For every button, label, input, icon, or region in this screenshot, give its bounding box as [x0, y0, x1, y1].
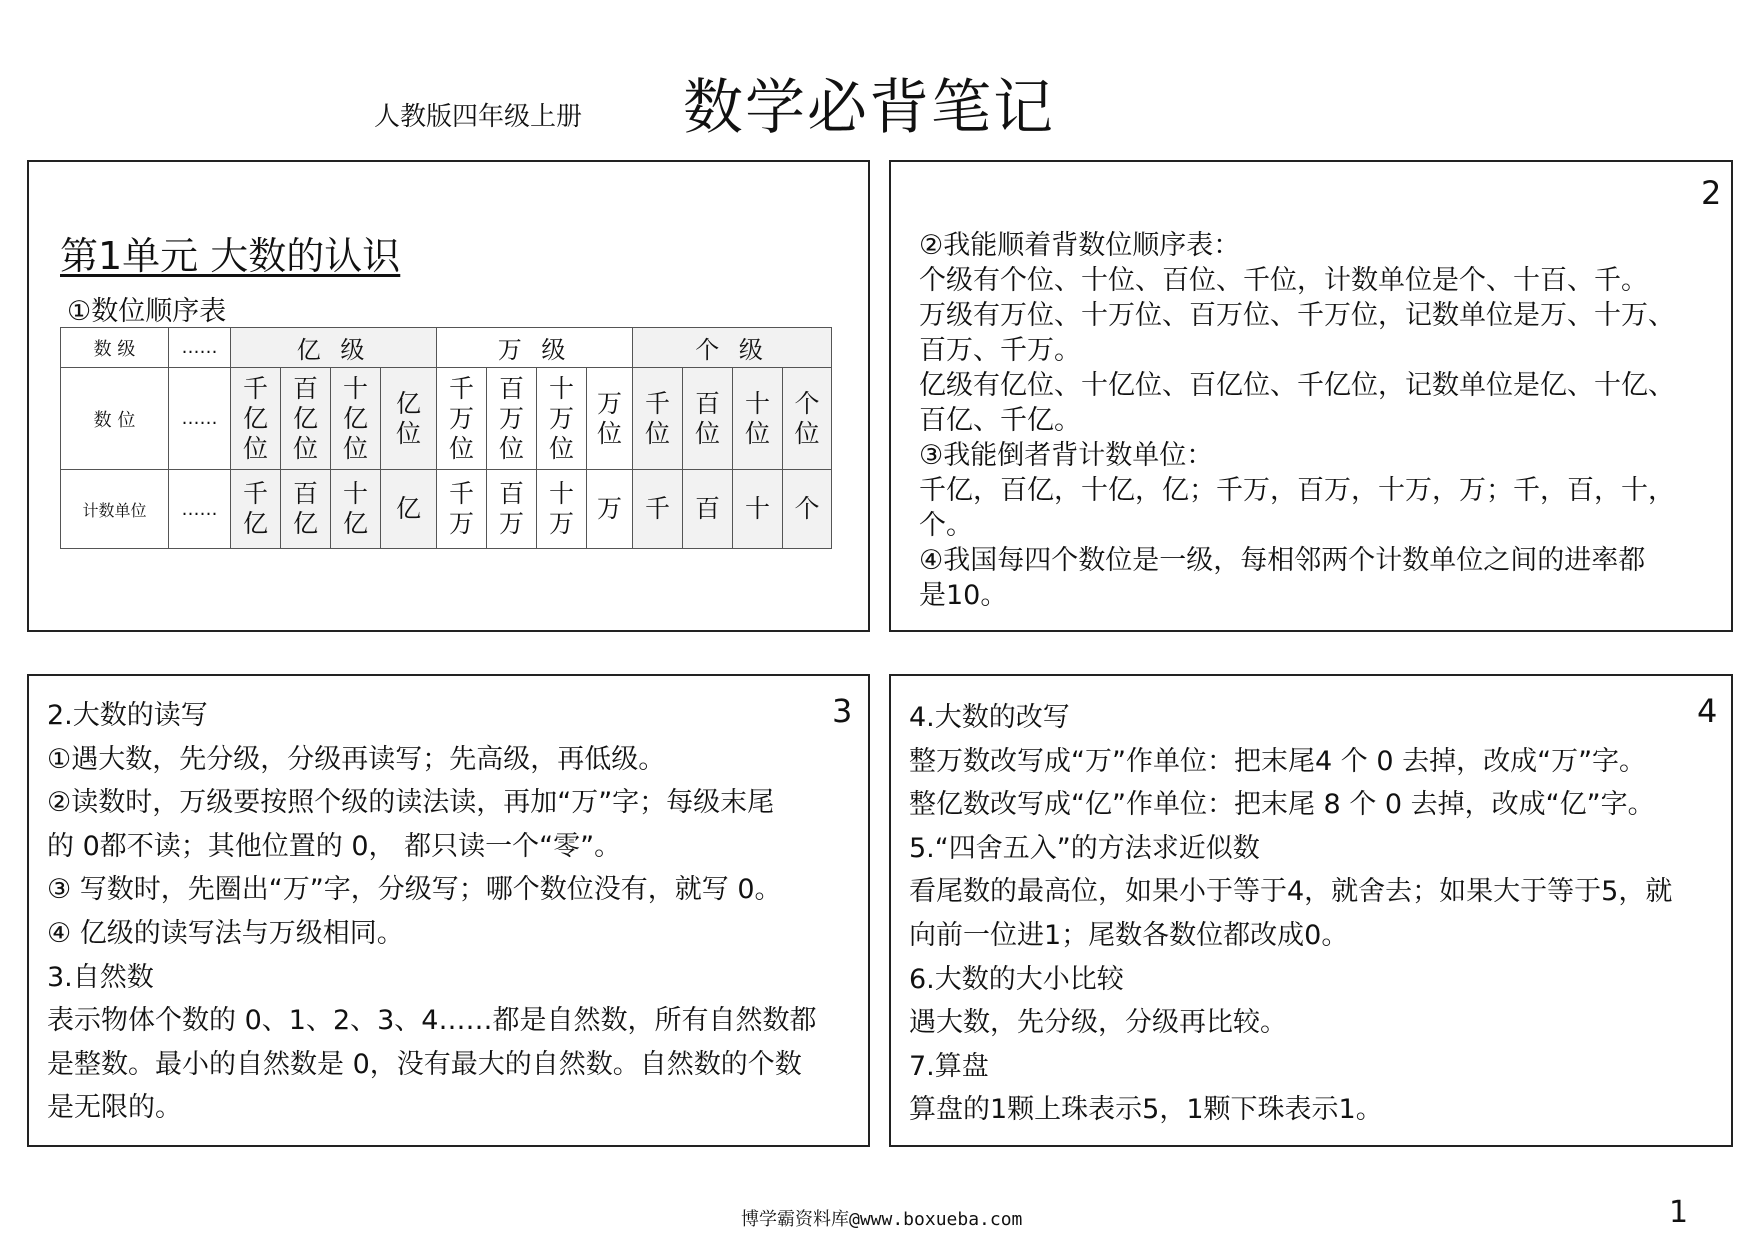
- text-line: 亿级有亿位、十亿位、百亿位、千亿位，记数单位是亿、十亿、: [919, 370, 1675, 401]
- text-line: 是无限的。: [47, 1092, 182, 1124]
- text-line: 7.算盘: [909, 1050, 989, 1082]
- place-cell: 千 万 位: [437, 368, 487, 470]
- text-line: 整万数改写成“万”作单位：把末尾4 个 0 去掉，改成“万”字。: [909, 745, 1647, 777]
- group-wan: 万 级: [437, 328, 633, 368]
- page-number: 1: [1669, 1195, 1689, 1230]
- text-line: 百万、千万。: [919, 335, 1081, 366]
- text-line: 千亿，百亿，十亿，亿；千万，百万，十万，万；千，百，十，: [919, 475, 1675, 506]
- unit-cell: 百: [683, 470, 733, 549]
- place-cell: 万 位: [587, 368, 633, 470]
- subtitle: 人教版四年级上册: [374, 102, 583, 132]
- group-yi: 亿 级: [231, 328, 437, 368]
- unit-cell: 个: [783, 470, 832, 549]
- unit-cell: 百 万: [487, 470, 537, 549]
- unit-cell: 十: [733, 470, 783, 549]
- place-cell: 百 亿 位: [281, 368, 331, 470]
- unit-cell: 万: [587, 470, 633, 549]
- place-cell: 亿 位: [381, 368, 437, 470]
- text-line: 整亿数改写成“亿”作单位：把末尾 8 个 0 去掉，改成“亿”字。: [909, 789, 1655, 821]
- text-line: 的 0都不读；其他位置的 0， 都只读一个“零”。: [47, 830, 622, 862]
- unit-cell: 千 万: [437, 470, 487, 549]
- text-line: 个。: [919, 510, 973, 541]
- text-line: 表示物体个数的 0、1、2、3、4……都是自然数，所有自然数都: [47, 1005, 817, 1037]
- text-line: 6.大数的大小比较: [909, 963, 1124, 995]
- place-cell: 千 位: [633, 368, 683, 470]
- text-line: 是整数。最小的自然数是 0，没有最大的自然数。自然数的个数: [47, 1048, 802, 1080]
- text-line: 4.大数的改写: [909, 702, 1070, 733]
- unit-cell: 千: [633, 470, 683, 549]
- unit-cell: 百 亿: [281, 470, 331, 549]
- panel-3: [27, 674, 870, 1147]
- place-cell: 十 万 位: [537, 368, 587, 470]
- unit-title: 第1单元 大数的认识: [60, 234, 401, 278]
- place-cell: 百 位: [683, 368, 733, 470]
- row-label-level: 数 级: [61, 328, 169, 368]
- unit-cell: 十 万: [537, 470, 587, 549]
- panel-number: 3: [832, 692, 853, 730]
- place-cell: 十 位: [733, 368, 783, 470]
- text-line: 是10。: [919, 580, 1008, 611]
- unit-cell: 亿: [381, 470, 437, 549]
- text-line: 3.自然数: [47, 961, 154, 993]
- place-cell: 个 位: [783, 368, 832, 470]
- panel-text: [909, 696, 1672, 1132]
- ellipsis-cell: ……: [169, 470, 231, 549]
- section-label: ①数位顺序表: [67, 296, 227, 327]
- row-label-unit: 计数单位: [61, 470, 169, 549]
- panel-2: [889, 160, 1733, 632]
- text-line: ③ 写数时，先圈出“万”字，分级写；哪个数位没有，就写 0。: [47, 874, 782, 906]
- row-label-place: 数 位: [61, 368, 169, 470]
- text-line: 遇大数，先分级，分级再比较。: [909, 1007, 1287, 1039]
- text-line: ①遇大数，先分级，分级再读写；先高级，再低级。: [47, 743, 666, 775]
- text-line: 万级有万位、十万位、百万位、千万位，记数单位是万、十万、: [919, 300, 1675, 331]
- text-line: 算盘的1颗上珠表示5，1颗下珠表示1。: [909, 1094, 1383, 1126]
- text-line: ②读数时，万级要按照个级的读法读，再加“万”字；每级末尾: [47, 787, 775, 819]
- panel-number: 4: [1697, 692, 1718, 730]
- text-line: 向前一位进1；尾数各数位都改成0。: [909, 919, 1349, 951]
- text-line: 个级有个位、十位、百位、千位，计数单位是个、十百、千。: [919, 265, 1648, 296]
- place-cell: 千 亿 位: [231, 368, 281, 470]
- text-line: 2.大数的读写: [47, 700, 208, 731]
- place-value-table: [60, 327, 832, 549]
- panel-text: [47, 694, 816, 1130]
- place-cell: 十 亿 位: [331, 368, 381, 470]
- text-line: ②我能顺着背数位顺序表：: [919, 230, 1241, 261]
- text-line: ④ 亿级的读写法与万级相同。: [47, 917, 404, 949]
- text-line: ③我能倒者背计数单位：: [919, 440, 1214, 471]
- text-line: ④我国每四个数位是一级，每相邻两个计数单位之间的进率都: [919, 545, 1646, 576]
- text-line: 看尾数的最高位，如果小于等于4，就舍去；如果大于等于5，就: [909, 876, 1673, 908]
- panel-4: [889, 674, 1733, 1147]
- panel-text: [919, 228, 1675, 613]
- watermark: 博学霸资料库@www.boxueba.com: [741, 1209, 1023, 1230]
- group-ge: 个 级: [633, 328, 832, 368]
- panel-number: 2: [1701, 174, 1722, 212]
- ellipsis-cell: ……: [169, 368, 231, 470]
- page-title: 数学必背笔记: [683, 73, 1055, 143]
- unit-cell: 千 亿: [231, 470, 281, 549]
- text-line: 5.“四舍五入”的方法求近似数: [909, 832, 1260, 864]
- unit-cell: 十 亿: [331, 470, 381, 549]
- text-line: 百亿、千亿。: [919, 405, 1081, 436]
- ellipsis-cell: ……: [169, 328, 231, 368]
- panel-unit-1: [27, 160, 870, 632]
- place-cell: 百 万 位: [487, 368, 537, 470]
